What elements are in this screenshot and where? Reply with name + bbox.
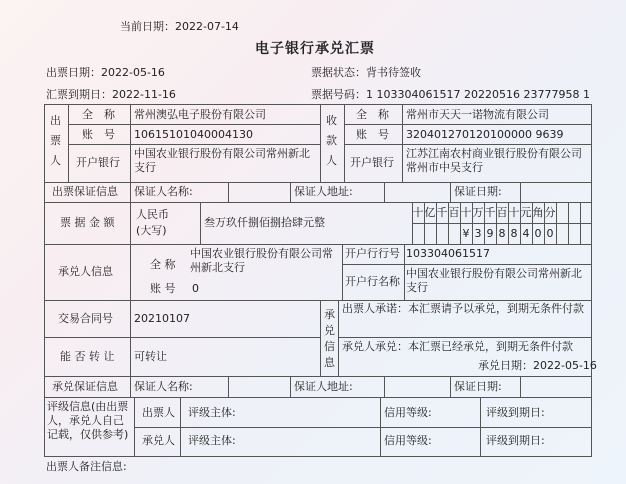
payee-account: 320401270120100000 9639 [406, 128, 564, 141]
amount-digit: 3 [474, 227, 482, 240]
acceptor-bank-name-label: 开户行名称 [345, 275, 400, 288]
bill-status: 票据状态：背书待签收 [311, 66, 421, 79]
acceptor-bank-no: 103304061517 [406, 247, 490, 260]
drawer-promise: 出票人承诺：本汇票请予以承兑，到期无条件付款 [342, 302, 584, 315]
drawer-side-label-1: 出 [50, 114, 61, 127]
amount-digit: 9 [486, 227, 494, 240]
acceptor-account: 0 [192, 282, 199, 295]
amount-digit: 0 [534, 227, 542, 240]
due-date: 汇票到期日：2022-11-16 [46, 88, 176, 101]
amount-unit-header: 百 [496, 206, 508, 219]
amount-label: 票 据 金 额 [60, 216, 115, 229]
bill-number: 票据号码：1 103304061517 20220516 23777958 1 [311, 88, 590, 101]
drawer-bank: 中国农业银行股份有限公司常州新北支行 [134, 147, 310, 174]
drawer-side-label-2: 票 [50, 134, 61, 147]
drawer-name-label: 全 称 [82, 108, 115, 121]
amount-digit: ¥ [462, 227, 470, 240]
drawer-side-label-3: 人 [50, 154, 61, 167]
amount-unit-header: 亿 [424, 206, 436, 219]
payee-account-label: 账 号 [356, 128, 389, 141]
payee-bank: 江苏江南农村商业银行股份有限公司常州市中吴支行 [406, 147, 582, 174]
acceptance-side-label-2: 兑 [324, 324, 335, 337]
payee-bank-label: 开户银行 [350, 156, 394, 169]
amount-unit-header: 千 [436, 206, 448, 219]
amount-unit-header: 分 [544, 206, 556, 219]
amount-unit-header: 角 [532, 206, 544, 219]
payee-name-label: 全 称 [356, 108, 389, 121]
acceptor-name: 中国农业银行股份有限公司常州新北支行 [190, 247, 333, 274]
issue-date: 出票日期：2022-05-16 [46, 66, 165, 79]
acceptance-side-label-4: 息 [324, 356, 335, 369]
drawer-account-label: 账 号 [82, 128, 115, 141]
drawer-guarantee-label: 出票保证信息 [52, 185, 118, 198]
acceptor-account-label: 账 号 [150, 282, 176, 295]
rating-row1-subject-label: 评级主体: [188, 406, 236, 419]
rating-row1-party: 出票人 [142, 406, 175, 419]
amount-digit: 8 [510, 227, 518, 240]
acceptor-guarantor-address-label: 保证人地址: [294, 380, 353, 393]
payee-side-label-1: 收 [326, 114, 337, 127]
acceptance-side-label-1: 承 [324, 308, 335, 321]
acceptance-side-label-3: 信 [324, 340, 335, 353]
acceptor-bank-no-label: 开户行行号 [345, 247, 400, 260]
rating-row1-grade-label: 信用等级: [384, 406, 432, 419]
acceptor-guarantee-label: 承兑保证信息 [52, 380, 118, 393]
contract-number: 20210107 [134, 312, 190, 325]
transfer-value: 可转让 [134, 350, 167, 363]
contract-label: 交易合同号 [58, 312, 113, 325]
payee-side-label-2: 款 [326, 134, 337, 147]
acceptor-label: 承兑人信息 [58, 265, 113, 278]
amount-digit: 8 [498, 227, 506, 240]
acceptor-name-label: 全 称 [150, 258, 176, 271]
drawer-account: 10615101040004130 [134, 128, 253, 141]
drawer-bank-label: 开户银行 [76, 156, 120, 169]
payee-name: 常州市天天一诺物流有限公司 [406, 108, 549, 121]
transfer-label: 能 否 转 让 [60, 350, 115, 363]
drawer-guarantor-address-label: 保证人地址: [294, 185, 353, 198]
rating-row2-due-label: 评级到期日: [486, 434, 545, 447]
drawer-name: 常州澳弘电子股份有限公司 [134, 108, 266, 121]
amount-unit-header: 十 [508, 206, 520, 219]
amount-unit-header: 百 [448, 206, 460, 219]
acceptor-promise: 承兑人承兑：本汇票已经承兑，到期无条件付款 [342, 340, 573, 353]
amount-digit: 0 [546, 227, 554, 240]
drawer-guarantor-name-label: 保证人名称: [134, 185, 193, 198]
amount-in-words: 叁万玖仟捌佰捌拾肆元整 [204, 216, 325, 229]
rating-row2-grade-label: 信用等级: [384, 434, 432, 447]
amount-unit-header: 十 [460, 206, 472, 219]
acceptor-guarantee-date-label: 保证日期: [454, 380, 502, 393]
amount-currency-line2: (大写) [136, 224, 167, 237]
payee-side-label-3: 人 [326, 154, 337, 167]
amount-unit-header: 元 [520, 206, 532, 219]
page-title: 电子银行承兑汇票 [255, 41, 375, 57]
amount-digit: 4 [522, 227, 530, 240]
acceptance-date: 承兑日期：2022-05-16 [478, 359, 597, 372]
rating-row2-subject-label: 评级主体: [188, 434, 236, 447]
drawer-guarantee-date-label: 保证日期: [454, 185, 502, 198]
acceptor-bank-name: 中国农业银行股份有限公司常州新北支行 [406, 267, 582, 294]
rating-label: 评级信息(由出票人，承兑人自己记载，仅供参考) [47, 400, 129, 441]
amount-unit-header: 千 [484, 206, 496, 219]
current-date: 当前日期：2022-07-14 [120, 20, 239, 33]
amount-unit-header: 十 [412, 206, 424, 219]
amount-unit-header: 万 [472, 206, 484, 219]
rating-row1-due-label: 评级到期日: [486, 406, 545, 419]
rating-row2-party: 承兑人 [142, 434, 175, 447]
drawer-remarks-label: 出票人备注信息: [46, 460, 127, 473]
acceptor-guarantor-name-label: 保证人名称: [134, 380, 193, 393]
amount-currency-line1: 人民币 [136, 208, 169, 221]
